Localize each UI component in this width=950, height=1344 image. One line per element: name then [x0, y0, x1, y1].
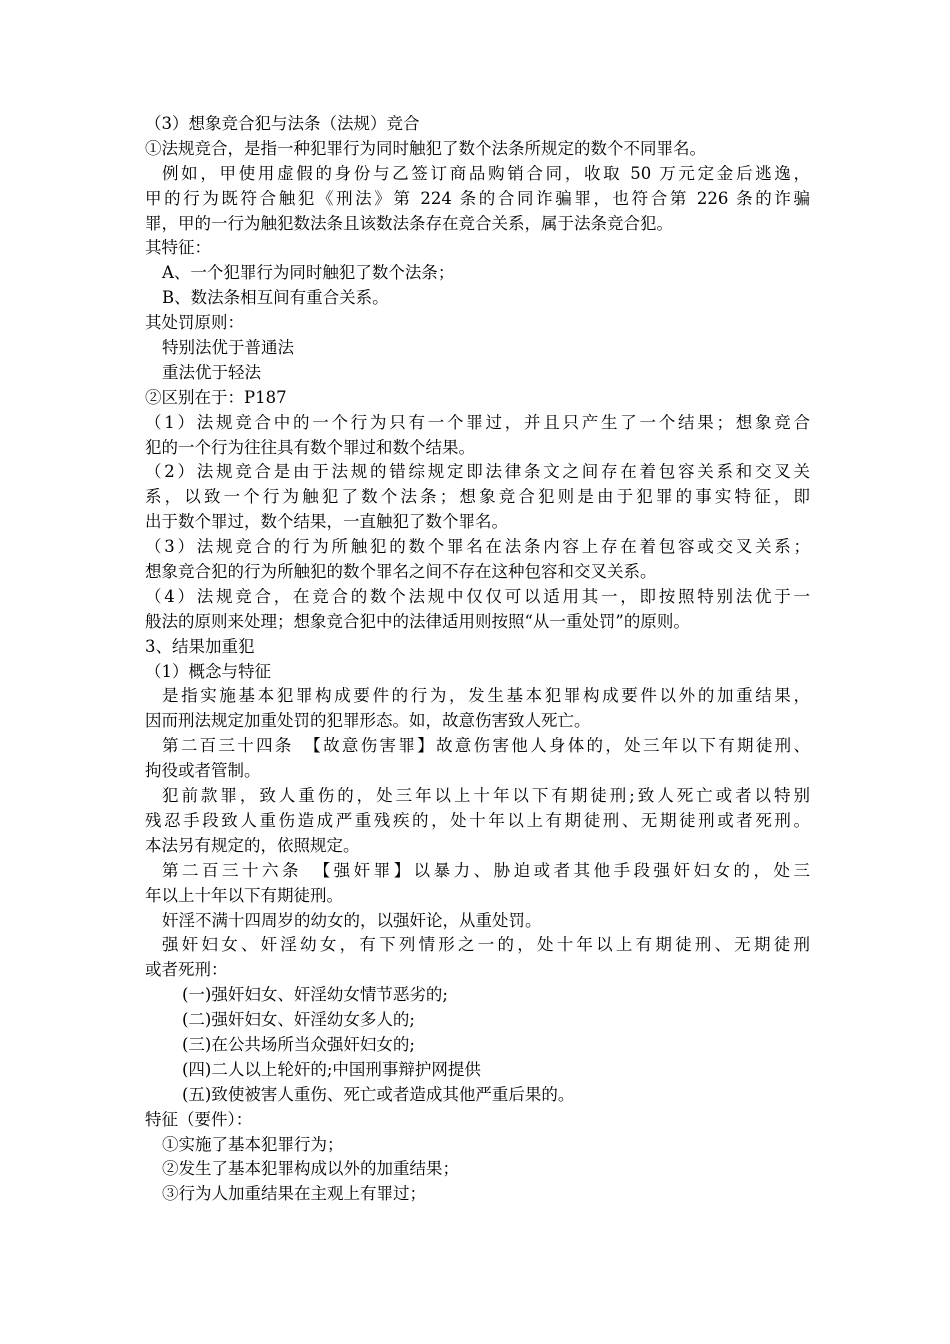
list-item: ①实施了基本犯罪行为；	[162, 1134, 344, 1154]
paragraph-line: 其处罚原则：	[145, 313, 244, 333]
heading-competition: （3）想象竞合犯与法条（法规）竞合	[145, 114, 420, 133]
paragraph-line: 甲的行为既符合触犯《刑法》第 224 条的合同诈骗罪，也符合第 226 条的诈骗	[145, 188, 810, 208]
list-item: B、数法条相互间有重合关系。	[162, 288, 389, 308]
paragraph-line: ②区别在于：P187	[145, 387, 287, 407]
list-item: ③行为人加重结果在主观上有罪过；	[162, 1184, 426, 1204]
list-item: A、一个犯罪行为同时触犯了数个法条；	[162, 263, 455, 283]
list-item: (五)致使被害人重伤、死亡或者造成其他严重后果的。	[182, 1084, 575, 1104]
list-item: 重法优于轻法	[162, 362, 261, 382]
paragraph-line: ①法规竞合，是指一种犯罪行为同时触犯了数个法条所规定的数个不同罪名。	[145, 138, 706, 158]
paragraph-line: （4）法规竞合，在竞合的数个法规中仅仅可以适用其一，即按照特别法优于一	[145, 586, 810, 606]
list-item: (三)在公共场所当众强奸妇女的;	[182, 1034, 415, 1054]
paragraph-line: 罪，甲的一行为触犯数法条且该数法条存在竞合关系，属于法条竞合犯。	[145, 213, 673, 233]
paragraph-line: 系，以致一个行为触犯了数个法条；想象竞合犯则是由于犯罪的事实特征，即	[145, 487, 810, 507]
subheading-concept: （1）概念与特征	[145, 661, 271, 681]
paragraph-line: 想象竞合犯的行为所触犯的数个罪名之间不存在这种包容和交叉关系。	[145, 562, 657, 582]
paragraph-line: （1）法规竞合中的一个行为只有一个罪过，并且只产生了一个结果；想象竞合	[145, 412, 810, 432]
paragraph-line: （3）法规竞合的行为所触犯的数个罪名在法条内容上存在着包容或交叉关系；	[145, 537, 810, 557]
paragraph-line: 出于数个罪过，数个结果，一直触犯了数个罪名。	[145, 512, 508, 532]
list-item: (四)二人以上轮奸的;中国刑事辩护网提供	[182, 1059, 481, 1079]
paragraph-line: 奸淫不满十四周岁的幼女的，以强奸论，从重处罚。	[162, 910, 542, 930]
paragraph-line: （2）法规竞合是由于法规的错综规定即法律条文之间存在着包容关系和交叉关	[145, 462, 810, 482]
heading-aggravated-result: 3、结果加重犯	[145, 636, 255, 656]
list-item: 特别法优于普通法	[162, 338, 294, 358]
paragraph-line: 是指实施基本犯罪构成要件的行为，发生基本犯罪构成要件以外的加重结果，	[162, 686, 810, 706]
paragraph-line: 强奸妇女、奸淫幼女，有下列情形之一的，处十年以上有期徒刑、无期徒刑	[162, 935, 810, 955]
paragraph-line: 或者死刑：	[145, 960, 228, 980]
list-item: (二)强奸妇女、奸淫幼女多人的;	[182, 1010, 415, 1030]
list-item: (一)强奸妇女、奸淫幼女情节恶劣的;	[182, 985, 448, 1005]
paragraph-line: 残忍手段致人重伤造成严重残疾的，处十年以上有期徒刑、无期徒刑或者死刑。	[145, 810, 810, 830]
paragraph-line: 年以上十年以下有期徒刑。	[145, 885, 343, 905]
paragraph-line: 特征（要件）：	[145, 1109, 253, 1129]
document-body	[145, 112, 810, 1207]
list-item: ②发生了基本犯罪构成以外的加重结果；	[162, 1159, 459, 1179]
paragraph-line: 犯前款罪，致人重伤的，处三年以上十年以下有期徒刑;致人死亡或者以特别	[162, 786, 810, 806]
paragraph-line: 因而刑法规定加重处罚的犯罪形态。如，故意伤害致人死亡。	[145, 711, 591, 731]
paragraph-line: 拘役或者管制。	[145, 761, 261, 781]
paragraph-line: 其特征：	[145, 238, 211, 258]
paragraph-line: 犯的一个行为往往具有数个罪过和数个结果。	[145, 437, 475, 457]
paragraph-line: 第二百三十六条 【强奸罪】以暴力、胁迫或者其他手段强奸妇女的，处三	[162, 860, 810, 880]
paragraph-line: 第二百三十四条 【故意伤害罪】故意伤害他人身体的，处三年以下有期徒刑、	[162, 736, 810, 756]
paragraph-line: 本法另有规定的，依照规定。	[145, 835, 360, 855]
paragraph-line: 例如，甲使用虚假的身份与乙签订商品购销合同，收取 50 万元定金后逃逸，	[162, 163, 810, 183]
paragraph-line: 般法的原则来处理；想象竞合犯中的法律适用则按照“从一重处罚”的原则。	[145, 611, 690, 631]
